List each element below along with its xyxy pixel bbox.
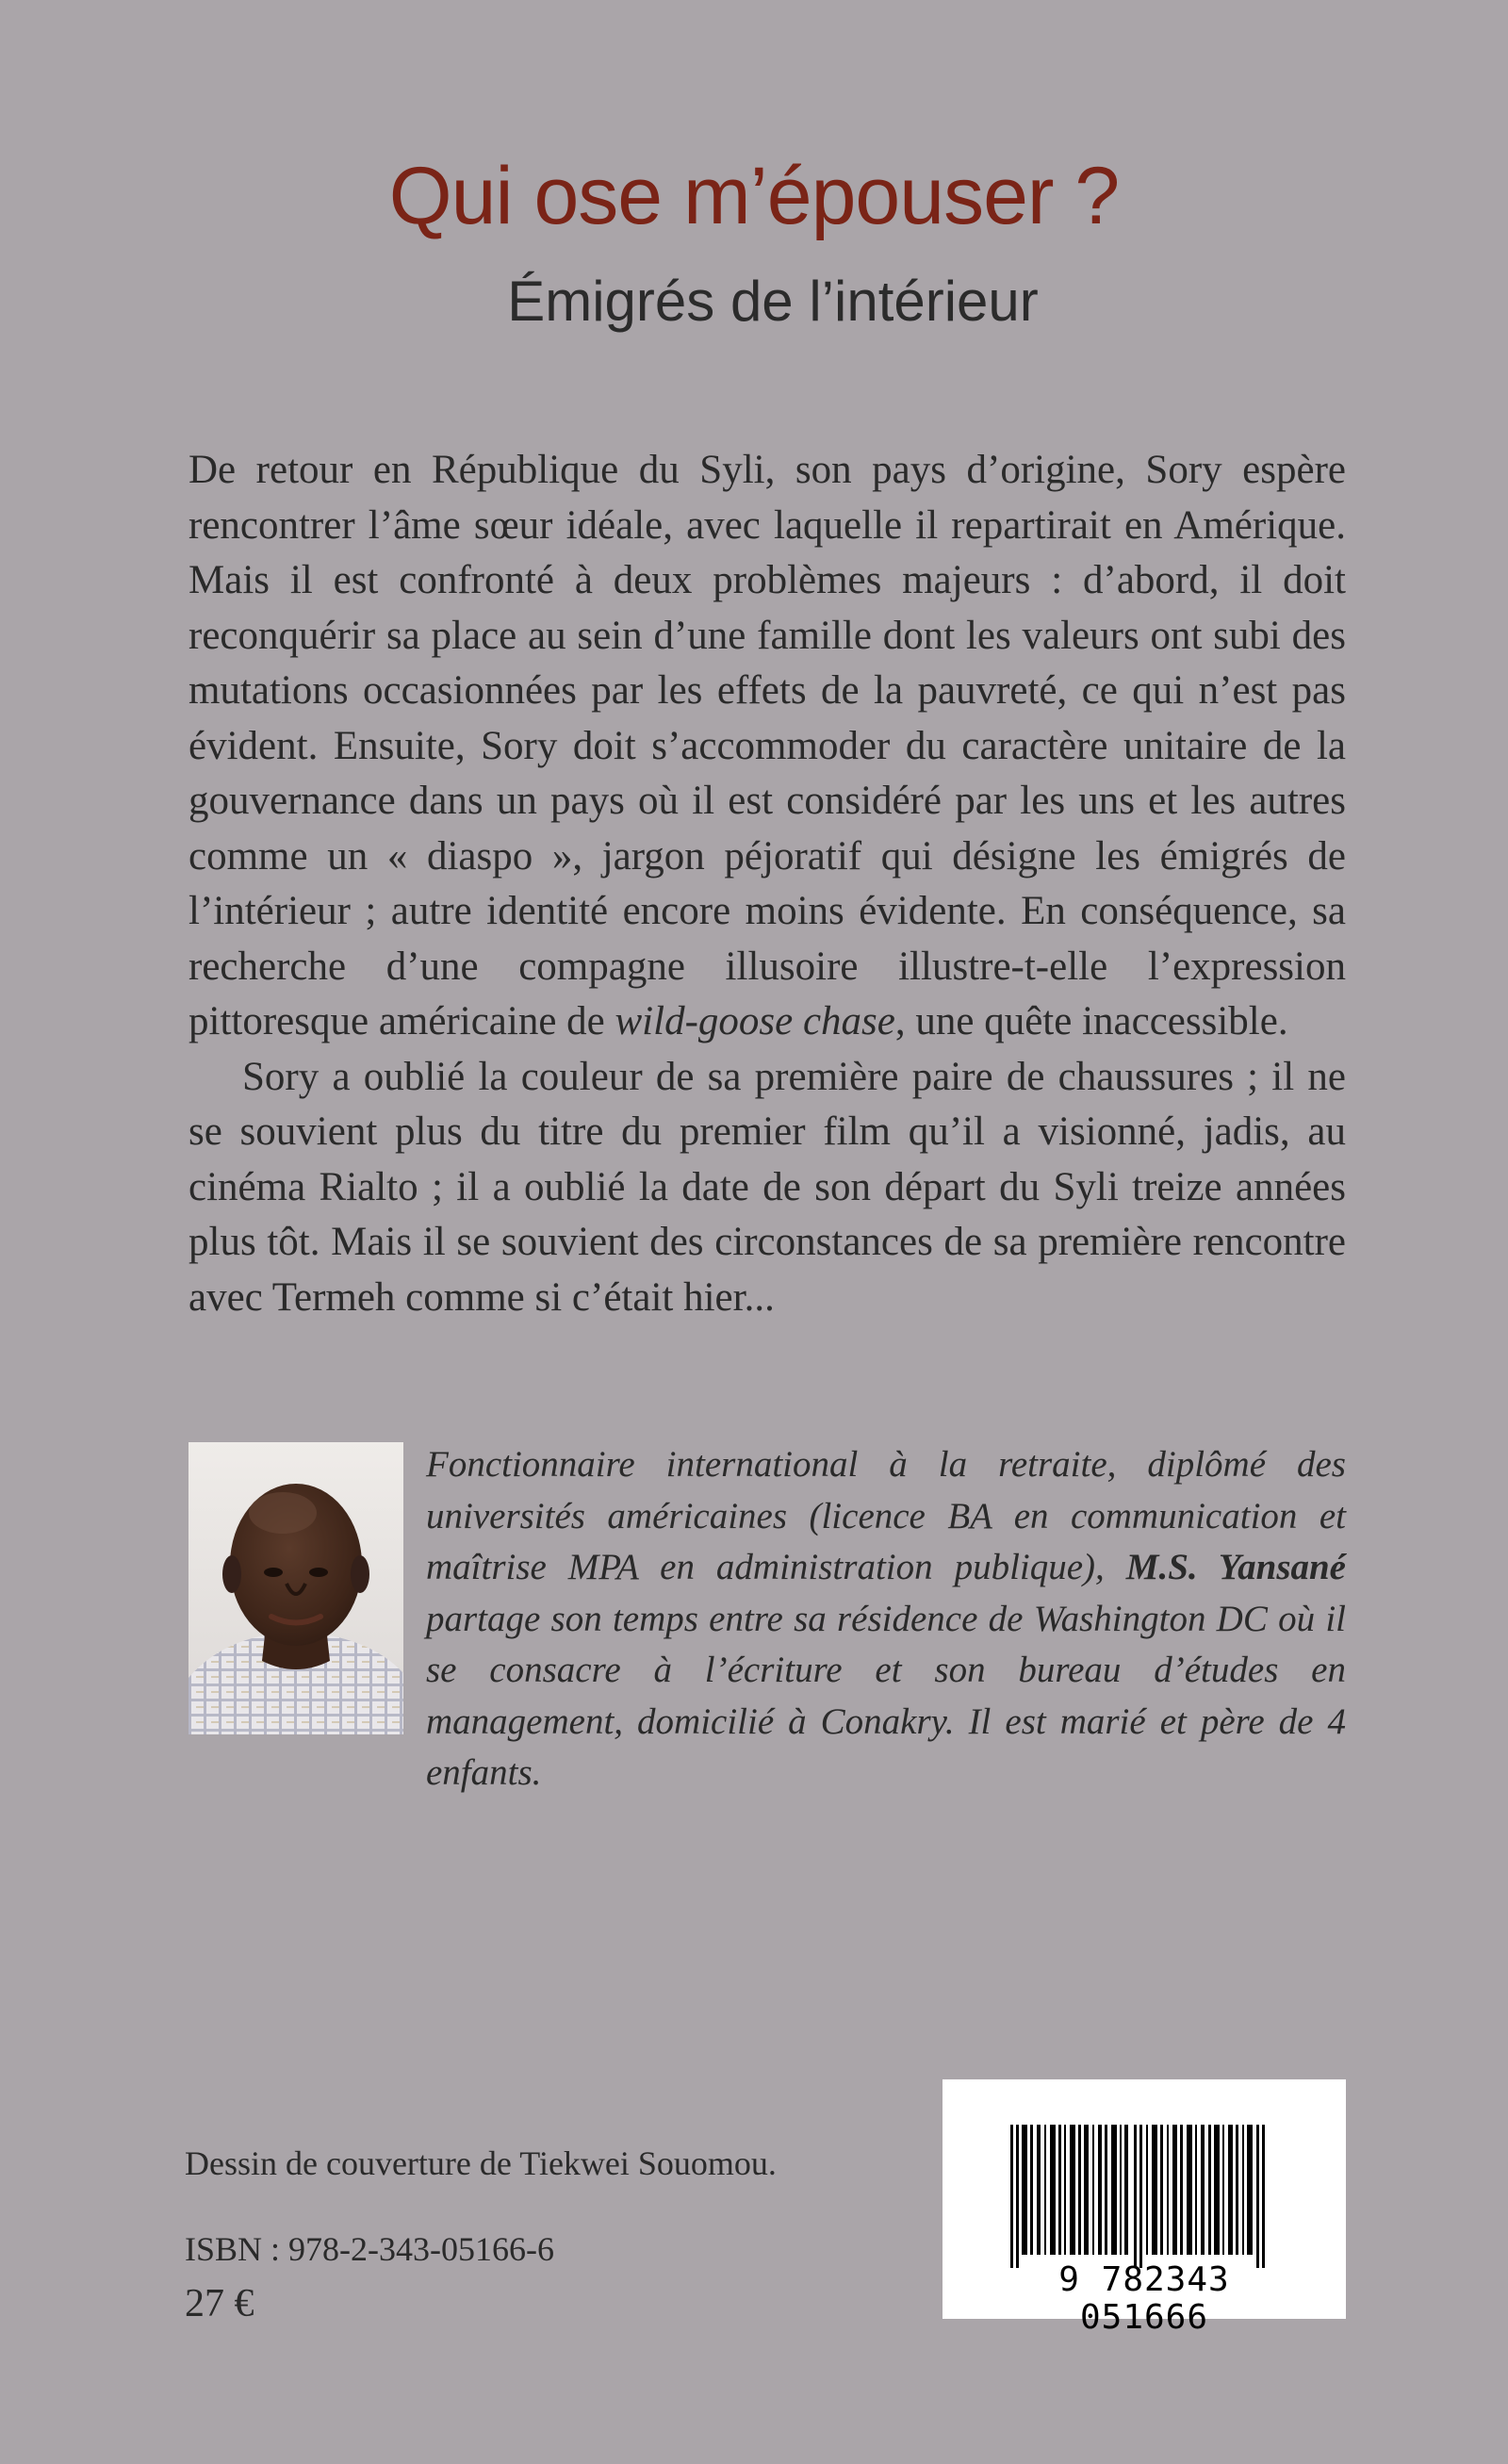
synopsis-paragraph-1-text-b: , une quête inaccessible. xyxy=(894,999,1288,1043)
book-title: Qui ose m’épouser ? xyxy=(388,151,1120,241)
synopsis-paragraph-2: Sory a oublié la couleur de sa première paire de chaussures ; il ne se souvient plus du titre du premier film qu’il a visionné, jadis, au cinéma Rialto ; il a oublié la date de son départ du Syli treize années plus tôt. Mais il se souvient des circonstances de sa première rencontre avec Termeh comme si c’était hier... xyxy=(188,1054,1346,1320)
author-bio-text-a: Fonctionnaire international à la retraite, diplômé des universités américaines (licence BA en communication et maîtrise MPA en administration publique), xyxy=(426,1444,1346,1587)
author-photo xyxy=(188,1442,403,1734)
book-subtitle: Émigrés de l’intérieur xyxy=(507,270,1039,333)
cover-credit: Dessin de couverture de Tiekwei Souomou. xyxy=(185,2144,777,2182)
author-name: M.S. Yansané xyxy=(1125,1547,1346,1587)
author-bio-text-b: partage son temps entre sa résidence de Washington DC où il se consacre à l’écriture et son bureau d’études en management, domicilié à Conakry. Il est marié et père de 4 enfants. xyxy=(426,1598,1346,1793)
author-biography xyxy=(426,1439,1346,1799)
synopsis-italic-phrase: wild-goose chase xyxy=(615,999,895,1043)
isbn: ISBN : 978-2-343-05166-6 xyxy=(185,2230,554,2268)
author-portrait-image xyxy=(188,1442,403,1734)
barcode-digits: 9 782343 051666 xyxy=(1058,2260,1230,2337)
barcode xyxy=(942,2079,1346,2337)
synopsis-paragraph-1 xyxy=(188,443,1346,1050)
synopsis-paragraph-1-text-a: De retour en République du Syli, son pays d’origine, Sory espère rencontrer l’âme sœur idéale, avec laquelle il repartirait en Amérique. Mais il est confronté à deux problèmes majeurs : d’abord, il doit reconquérir sa place au sein d’une famille dont les valeurs ont subi des mutations occasionnées par les effets de la pauvreté, ce qui n’est pas évident. Ensuite, Sory doit s’accommoder du caractère unitaire de la gouvernance dans un pays où il est considéré par les uns et les autres comme un « diaspo », jargon péjoratif qui désigne les émigrés de l’intérieur ; autre identité encore moins évidente. En conséquence, sa recherche d’une compagne illusoire illustre-t-elle l’expression pittoresque américaine de xyxy=(188,448,1346,1043)
price: 27 € xyxy=(185,2282,254,2325)
synopsis xyxy=(188,443,1346,1325)
